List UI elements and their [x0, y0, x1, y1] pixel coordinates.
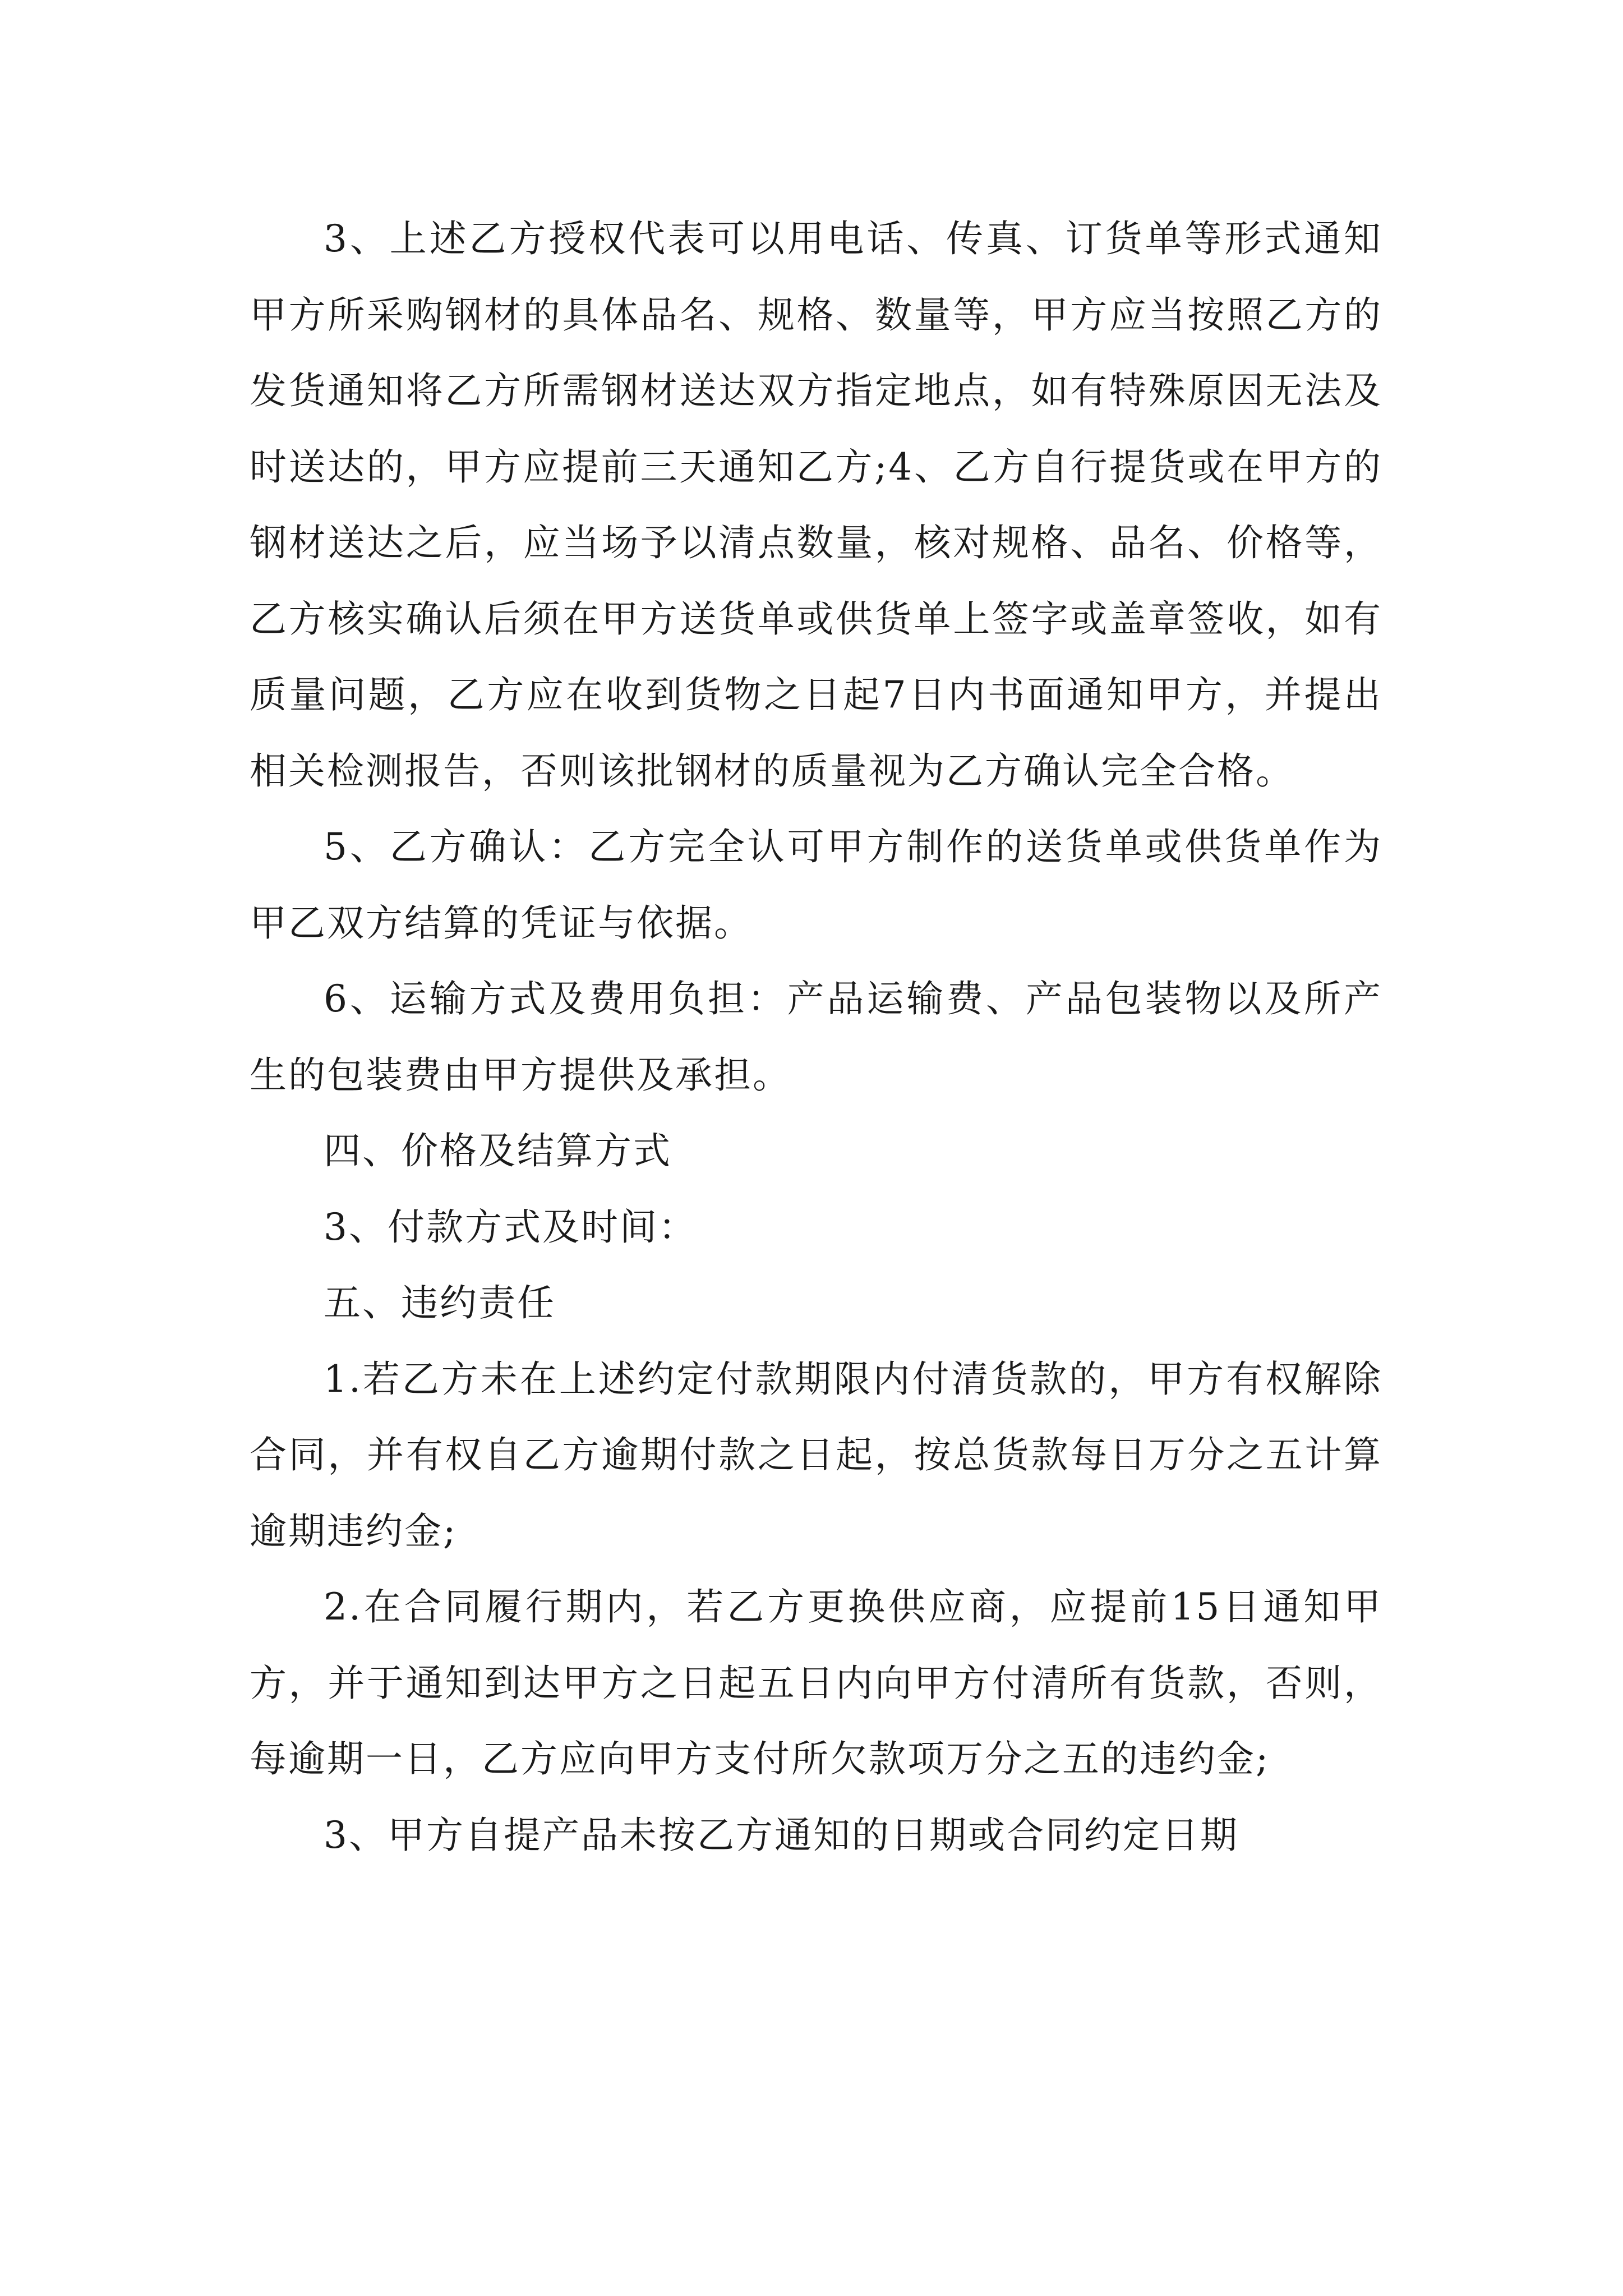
paragraph-payment: 3、付款方式及时间： — [324, 1205, 697, 1249]
paragraph-liability-1: 1.若乙方未在上述约定付款期限内付清货款的，甲方有权解除合同，并有权自乙方逾期付款之日起，按总货款每日万分之五计算逾期违约金; — [250, 1357, 1382, 1553]
paragraph-clause-6: 6、运输方式及费用负担：产品运输费、产品包装物以及所产生的包装费由甲方提供及承担。 — [250, 977, 1382, 1097]
paragraph-liability-3: 3、甲方自提产品未按乙方通知的日期或合同约定日期 — [324, 1813, 1239, 1857]
paragraph-clause-5: 5、乙方确认：乙方完全认可甲方制作的送货单或供货单作为甲乙双方结算的凭证与依据。 — [250, 825, 1382, 945]
document-body — [250, 201, 1382, 1873]
paragraph-clause-3-4: 3、上述乙方授权代表可以用电话、传真、订货单等形式通知甲方所采购钢材的具体品名、规格、数量等，甲方应当按照乙方的发货通知将乙方所需钢材送达双方指定地点，如有特殊原因无法及时送达的，甲方应提前三天通知乙方;4、乙方自行提货或在甲方的钢材送达之后，应当场予以清点数量，核对规格、品名、价格等，乙方核实确认后须在甲方送货单或供货单上签字或盖章签收，如有质量问题，乙方应在收到货物之日起7日内书面通知甲方，并提出相关检测报告，否则该批钢材的质量视为乙方确认完全合格。 — [250, 217, 1382, 793]
paragraph-liability-2: 2.在合同履行期内，若乙方更换供应商，应提前15日通知甲方，并于通知到达甲方之日起五日内向甲方付清所有货款，否则，每逾期一日，乙方应向甲方支付所欠款项万分之五的违约金; — [250, 1585, 1382, 1780]
section-heading-price: 四、价格及结算方式 — [324, 1129, 672, 1172]
section-heading-liability: 五、违约责任 — [324, 1281, 556, 1324]
